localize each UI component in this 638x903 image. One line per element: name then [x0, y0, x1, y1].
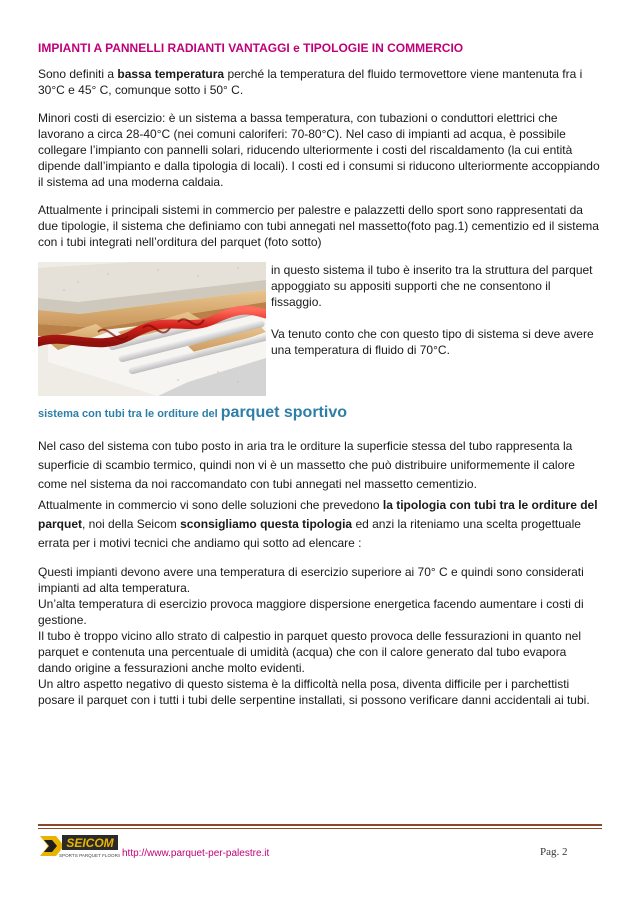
- page-title: IMPIANTI A PANNELLI RADIANTI VANTAGGI e TIPOLOGIE IN COMMERCIO: [38, 41, 464, 55]
- bold-text: la tipologia con tubi tra le orditure del parquet: [38, 498, 598, 531]
- list-item: Il tubo è troppo vicino allo strato di calpestio in parquet questo provoca delle fessurazioni in quanto nel parquet e contenuta una percentuale di umidità (acqua) che con il calore generato dal tubo evapora dando origine a fessurazioni anche molto evidenti.: [38, 629, 582, 675]
- heading-large-text: parquet sportivo: [220, 404, 347, 421]
- footer-rule: [38, 824, 602, 826]
- list-motivi-tecnici: [38, 564, 602, 708]
- paragraph-costi-esercizio: Minori costi di esercizio: è un sistema a bassa temperatura, con tubazioni o conduttori elettrici che lavorano a circa 28-40°C (nei comuni caloriferi: 70-80°C). Nel caso di impianti ad acqua, è possibile collegare l’impianto con pannelli solari, riducendo ulteriormente i costi del riscaldamento (la cui entità dipende dall’impianto e dalla tipologia di locali). I costi ed i consumi si riducono ulteriormente accoppiando il sistema ad una moderna caldaia.: [38, 111, 600, 189]
- bold-text: sconsigliamo questa tipologia: [180, 517, 353, 531]
- paragraph-seicom-sconsiglia: [38, 496, 602, 553]
- bold-text: bassa temperatura: [117, 67, 225, 81]
- seicom-logo: [38, 832, 120, 860]
- list-item: Un altro aspetto negativo di questo sistema è la difficoltà nella posa, diventa difficile per i parchettisti posare il parquet con i tutti i tubi delle serpentine installati, si possono verificare danni accidentali ai tubi.: [38, 677, 590, 707]
- photo-caption-temperature: Va tenuto conto che con questo tipo di sistema si deve avere una temperatura di fluido di 70°C.: [271, 327, 594, 357]
- paragraph-bassa-temperatura: [38, 66, 602, 98]
- paragraph-sistemi-commercio: Attualmente i principali sistemi in commercio per palestre e palazzetti dello sport sono rappresentati da due tipologie, il sistema che definiamo con tubi annegati nel massetto(foto pag.1) cementizio ed il sistema con i tubi integrati nell’orditura del parquet (foto sotto): [38, 203, 599, 249]
- photo-caption-system: in questo sistema il tubo è inserito tra la struttura del parquet appoggiato su appositi supporti che ne consentono il fissaggio.: [271, 263, 593, 309]
- footer-website-link[interactable]: http://www.parquet-per-palestre.it: [122, 848, 270, 859]
- heading-small-text: sistema con tubi tra le orditure del: [38, 408, 221, 420]
- seicom-logo-graphic: [38, 832, 120, 860]
- logo-wordmark: SEICOM: [66, 836, 114, 850]
- logo-tagline: SPORTS PARQUET FLOORS: [58, 853, 120, 858]
- text-span: perché la temperatura del fluido termovettore viene mantenuta fra i 30°C e 45° C, comunque sotto i 50° C.: [38, 67, 583, 97]
- section-heading-parquet-sportivo: [38, 404, 347, 422]
- text-span: Attualmente in commercio vi sono delle soluzioni che prevedono: [38, 498, 383, 512]
- text-span: , noi della Seicom: [82, 517, 181, 531]
- page-number: Pag. 2: [540, 846, 568, 858]
- text-span: ed anzi la riteniamo una scelta progettuale errata per i motivi tecnici che andiamo qui sotto ad elencare :: [38, 517, 581, 550]
- parquet-pipes-illustration: [38, 262, 266, 396]
- parquet-pipes-photo: [38, 262, 266, 396]
- text-span: Sono definiti a: [38, 67, 118, 81]
- paragraph-tubo-in-aria: Nel caso del sistema con tubo posto in aria tra le orditure la superficie stessa del tubo rappresenta la superficie di scambio termico, quindi non vi è un massetto che può distribuire uniformemente il calore come nel sistema da noi raccomandato con tubi annegati nel massetto cementizio.: [38, 439, 575, 491]
- list-item: Questi impianti devono avere una temperatura di esercizio superiore ai 70° C e quindi sono considerati impianti ad alta temperatura.: [38, 565, 584, 595]
- footer-rule-thin: [38, 828, 602, 829]
- list-item: Un’alta temperatura di esercizio provoca maggiore dispersione energetica facendo aumentare i costi di gestione.: [38, 597, 584, 627]
